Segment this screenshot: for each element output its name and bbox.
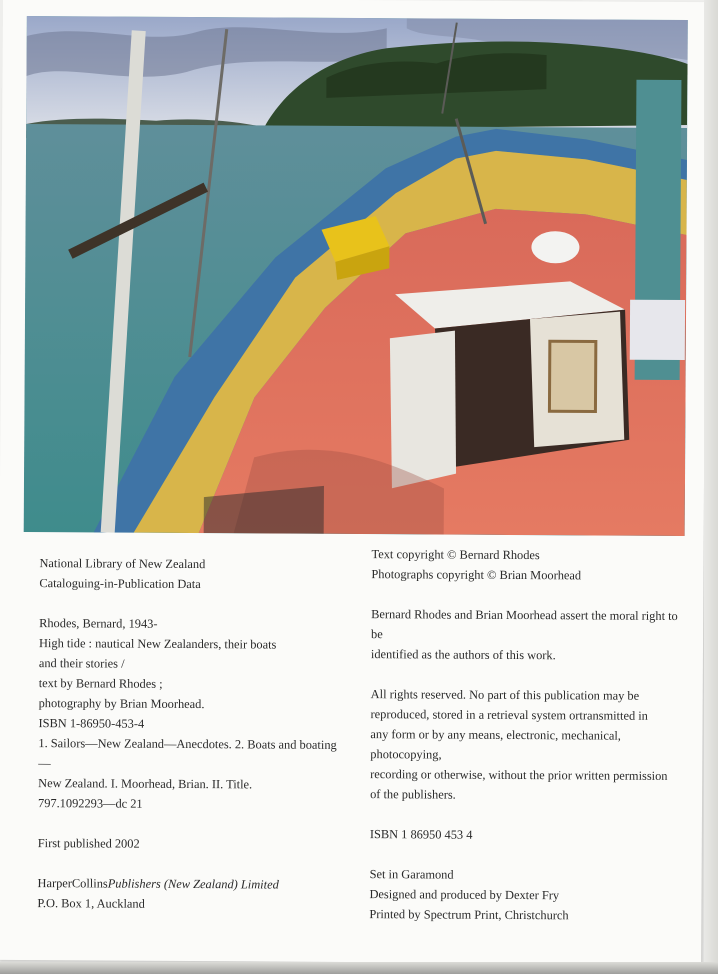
publisher-name: HarperCollins xyxy=(37,876,108,891)
cip-entry: ISBN 1-86950-453-4 xyxy=(38,716,145,731)
cip-entry: photography by Brian Moorhead. xyxy=(38,696,205,712)
page-edge-right xyxy=(704,0,718,974)
cip-entry: 797.1092293—dc 21 xyxy=(37,796,143,811)
all-rights-line: All rights reserved. No part of this publication may be xyxy=(370,687,640,703)
page-edge-bottom xyxy=(0,962,718,974)
publisher-suffix: Publishers (New Zealand) Limited xyxy=(107,876,279,892)
typeface-note: Set in Garamond xyxy=(369,867,454,882)
all-rights-line: reproduced, stored in a retrieval system ortransmitted in xyxy=(370,707,648,723)
cip-entry: text by Bernard Rhodes ; xyxy=(38,676,163,691)
cip-entry: 1. Sailors—New Zealand—Anecdotes. 2. Boats and boating— xyxy=(38,736,337,771)
publisher-address: P.O. Box 1, Auckland xyxy=(37,896,145,911)
publisher-line xyxy=(37,873,337,895)
cip-entry: High tide : nautical New Zealanders, their boats xyxy=(38,636,277,652)
designer-note: Designed and produced by Dexter Fry xyxy=(369,887,560,903)
rights-column xyxy=(369,544,691,926)
text-copyright: Text copyright © Bernard Rhodes xyxy=(371,547,540,563)
cip-entry: New Zealand. I. Moorhead, Brian. II. Title. xyxy=(38,776,253,792)
all-rights-line: of the publishers. xyxy=(370,787,456,802)
library-name: National Library of New Zealand xyxy=(39,556,206,572)
cip-entry: and their stories / xyxy=(38,656,125,671)
boat-bow-photo xyxy=(24,16,688,536)
cip-entry: Rhodes, Bernard, 1943- xyxy=(39,616,158,631)
photo-copyright: Photographs copyright © Brian Moorhead xyxy=(371,567,582,583)
moral-right-line: Bernard Rhodes and Brian Moorhead assert the moral right to be xyxy=(371,607,678,642)
all-rights-line: recording or otherwise, without the prior written permission xyxy=(370,767,668,783)
isbn: ISBN 1 86950 453 4 xyxy=(369,827,473,842)
printer-note: Printed by Spectrum Print, Christchurch xyxy=(369,907,569,923)
cataloguing-column xyxy=(37,553,339,915)
all-rights-line: any form or by any means, electronic, mechanical, photocopying, xyxy=(370,727,621,762)
moral-right-line: identified as the authors of this work. xyxy=(370,647,556,663)
boat-deck-illustration xyxy=(24,16,688,536)
first-published: First published 2002 xyxy=(37,836,140,851)
cip-heading: Cataloguing-in-Publication Data xyxy=(39,576,201,592)
